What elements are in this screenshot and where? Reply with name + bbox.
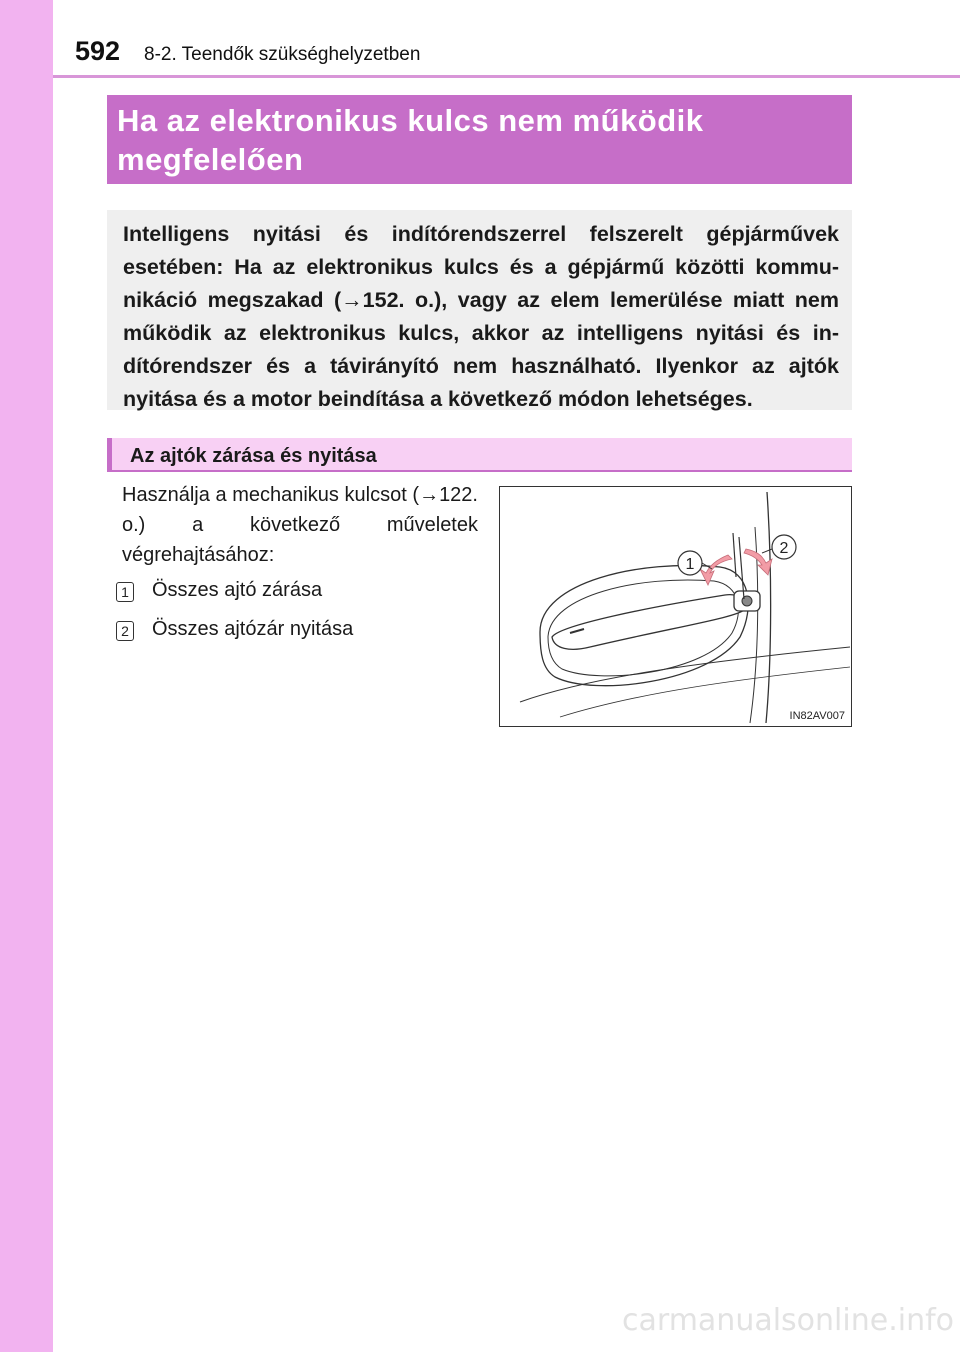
intro-box: [107, 210, 852, 410]
callout-2-label: 2: [779, 540, 789, 557]
step-text: Összes ajtózár nyitása: [152, 618, 354, 640]
door-handle-illustration: [499, 486, 852, 727]
callout-1-label: 1: [685, 556, 695, 573]
header-divider: [53, 75, 960, 78]
page-title-line-2: megfelelően: [117, 142, 304, 177]
intro-text: Intelligens nyitási és indítórendszerrel felszerelt gépjárművek esetében: Ha az elektronikus kulcs és a gépjármű közötti kommu-nikáció megszakad (→152. o.), vagy az elem lemerülése miatt nem működik az elektronikus kulcs, akkor az intelligens nyitási és in-dítórendszer és a távirányító nem használható. Ilyenkor az ajtók nyitása és a motor beindítása a következő módon lehetséges.: [123, 222, 839, 411]
door-handle-drawing: [500, 487, 851, 726]
title-banner: [107, 95, 852, 184]
figure-code: IN82AV007: [789, 710, 845, 722]
page-number: 592: [75, 36, 121, 66]
step-text: Összes ajtó zárása: [152, 579, 323, 601]
side-color-strip: [0, 0, 53, 1352]
watermark: carmanualsonline.info: [622, 1303, 954, 1338]
section-label: 8-2. Teendők szükséghelyzetben: [144, 44, 421, 65]
body-paragraph: Használja a mechanikus kulcsot (→122. o.) a következő műveletek végrehajtásához:: [122, 484, 478, 566]
step-number-badge: 1: [116, 582, 134, 602]
subheading-text: Az ajtók zárása és nyitása: [130, 445, 377, 467]
step-number-badge: 2: [116, 621, 134, 641]
subheading-bar: [107, 438, 852, 472]
page-title-line-1: Ha az elektronikus kulcs nem működik: [117, 103, 704, 138]
